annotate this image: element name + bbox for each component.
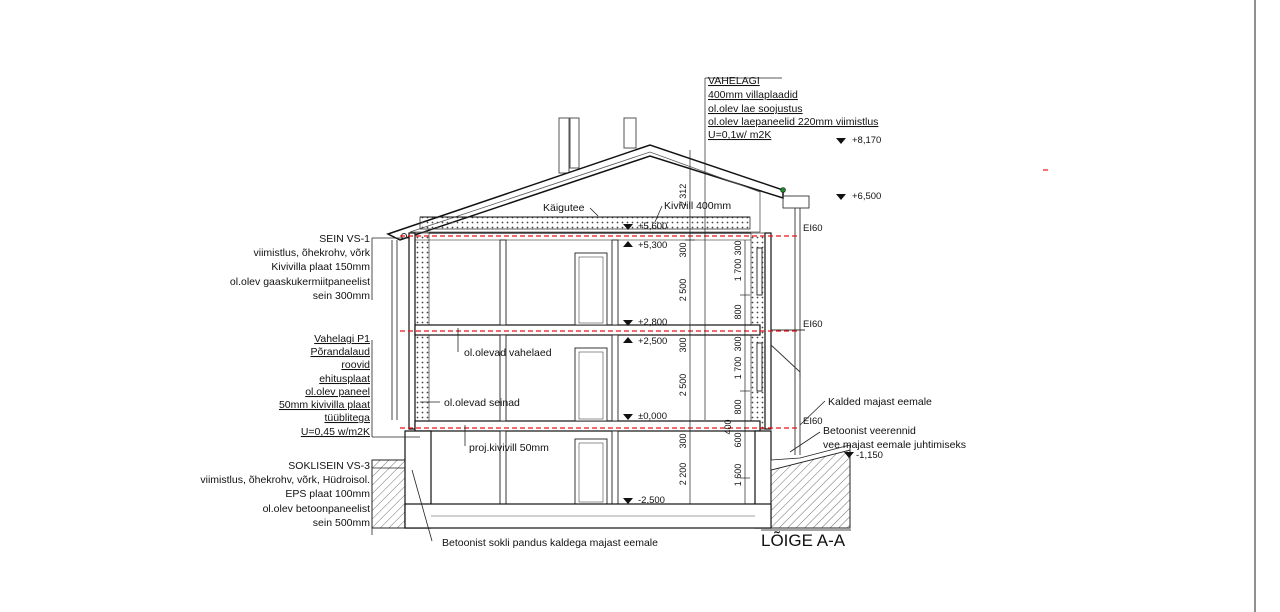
dim-basement-height: 2 200 xyxy=(678,462,688,486)
level-ridge: +8,170 xyxy=(852,135,882,146)
concrete-gutters-label: Betoonist veerennid xyxy=(823,425,916,437)
concrete-gutters-label-2: vee majast eemale juhtimiseks xyxy=(823,439,966,451)
floor-note-line: tüüblitega xyxy=(324,412,370,424)
dim-storey: 2 500 xyxy=(678,373,688,397)
section-title: LÕIGE A-A xyxy=(761,531,846,550)
wall-note-line: ol.olev gaaskukermiitpaneelist xyxy=(229,276,370,288)
dim-sill: 800 xyxy=(733,399,743,415)
ceiling-note-line: ol.olev lae soojustus xyxy=(708,103,803,115)
planned-insulation-label: proj.kivivill 50mm xyxy=(469,442,549,454)
dim-window: 1 700 xyxy=(733,356,743,380)
plinth-note-line: viimistlus, õhekrohv, võrk, Hüdroisol. xyxy=(200,474,370,486)
dim-window: 1 600 xyxy=(733,463,743,487)
plinth-note-line: EPS plaat 100mm xyxy=(285,488,370,500)
dim-slab: 300 xyxy=(678,242,688,258)
level-eave: +6,500 xyxy=(852,191,882,202)
floor-note-line: U=0,45 w/m2K xyxy=(300,426,370,438)
dim-storey: 2 500 xyxy=(678,278,688,302)
level-second-floor: +2,500 xyxy=(638,336,668,347)
floor-note-line: ol.olev paneel xyxy=(305,386,370,398)
existing-floors-label: ol.olevad vahelaed xyxy=(464,347,552,359)
dim-window: 1 700 xyxy=(733,258,743,282)
ceiling-note-line: 400mm villaplaadid xyxy=(708,89,798,101)
dim-sill: 800 xyxy=(733,304,743,320)
floor-note-title: Vahelagi P1 xyxy=(314,333,370,345)
dim-slab: 300 xyxy=(678,337,688,353)
level-attic-floor: +5,600 xyxy=(638,221,668,232)
fire-rating: EI60 xyxy=(803,223,823,234)
floor-note-line: roovid xyxy=(341,359,370,371)
slope-away-label: Kalded majast eemale xyxy=(828,396,932,408)
walkway-label: Käigutee xyxy=(543,202,585,214)
plinth-ramp-label: Betoonist sokli pandus kaldega majast eemale xyxy=(442,537,658,549)
plinth-note-line: sein 500mm xyxy=(312,517,370,529)
floor-note-line: ehitusplaat xyxy=(319,373,370,385)
wall-note-line: sein 300mm xyxy=(312,290,370,302)
level-top-ceiling: +5,300 xyxy=(638,240,668,251)
dim-top: 400 xyxy=(723,419,733,435)
ceiling-note-title: VAHELAGI xyxy=(708,75,760,87)
plinth-note-line: ol.olev betoonpaneelist xyxy=(262,503,370,515)
dim-top: 300 xyxy=(733,336,743,352)
wall-note-title: SEIN VS-1 xyxy=(319,233,370,245)
level-basement-ext: -1,150 xyxy=(856,450,883,461)
wall-note-line: viimistlus, õhekrohv, võrk xyxy=(253,247,370,259)
floor-note-line: 50mm kivivilla plaat xyxy=(278,399,370,411)
ceiling-note-line: U=0,1w/ m2K xyxy=(708,129,772,141)
interior-elements xyxy=(500,240,762,504)
level-ground: ±0,000 xyxy=(638,411,667,422)
dim-sill: 600 xyxy=(733,432,743,448)
existing-walls-label: ol.olevad seinad xyxy=(444,397,520,409)
dim-slab: 300 xyxy=(678,433,688,449)
fire-rating: EI60 xyxy=(803,319,823,330)
wall-note-line: Kivivilla plaat 150mm xyxy=(271,261,370,273)
roof xyxy=(388,145,786,240)
foundation xyxy=(372,431,850,528)
level-basement: -2,500 xyxy=(638,495,665,506)
plinth-note-title: SOKLISEIN VS-3 xyxy=(288,460,370,472)
dim-roof-height: 2 312 xyxy=(678,183,688,207)
fire-rating: EI60 xyxy=(803,416,823,427)
attic-insulation-label: Kivivill 400mm xyxy=(664,200,732,212)
floor-note-line: Põrandalaud xyxy=(310,346,370,358)
ceiling-note-line: ol.olev laepaneelid 220mm viimistlus xyxy=(708,116,879,128)
level-second-top: +2,800 xyxy=(638,317,668,328)
dim-top: 300 xyxy=(733,240,743,256)
